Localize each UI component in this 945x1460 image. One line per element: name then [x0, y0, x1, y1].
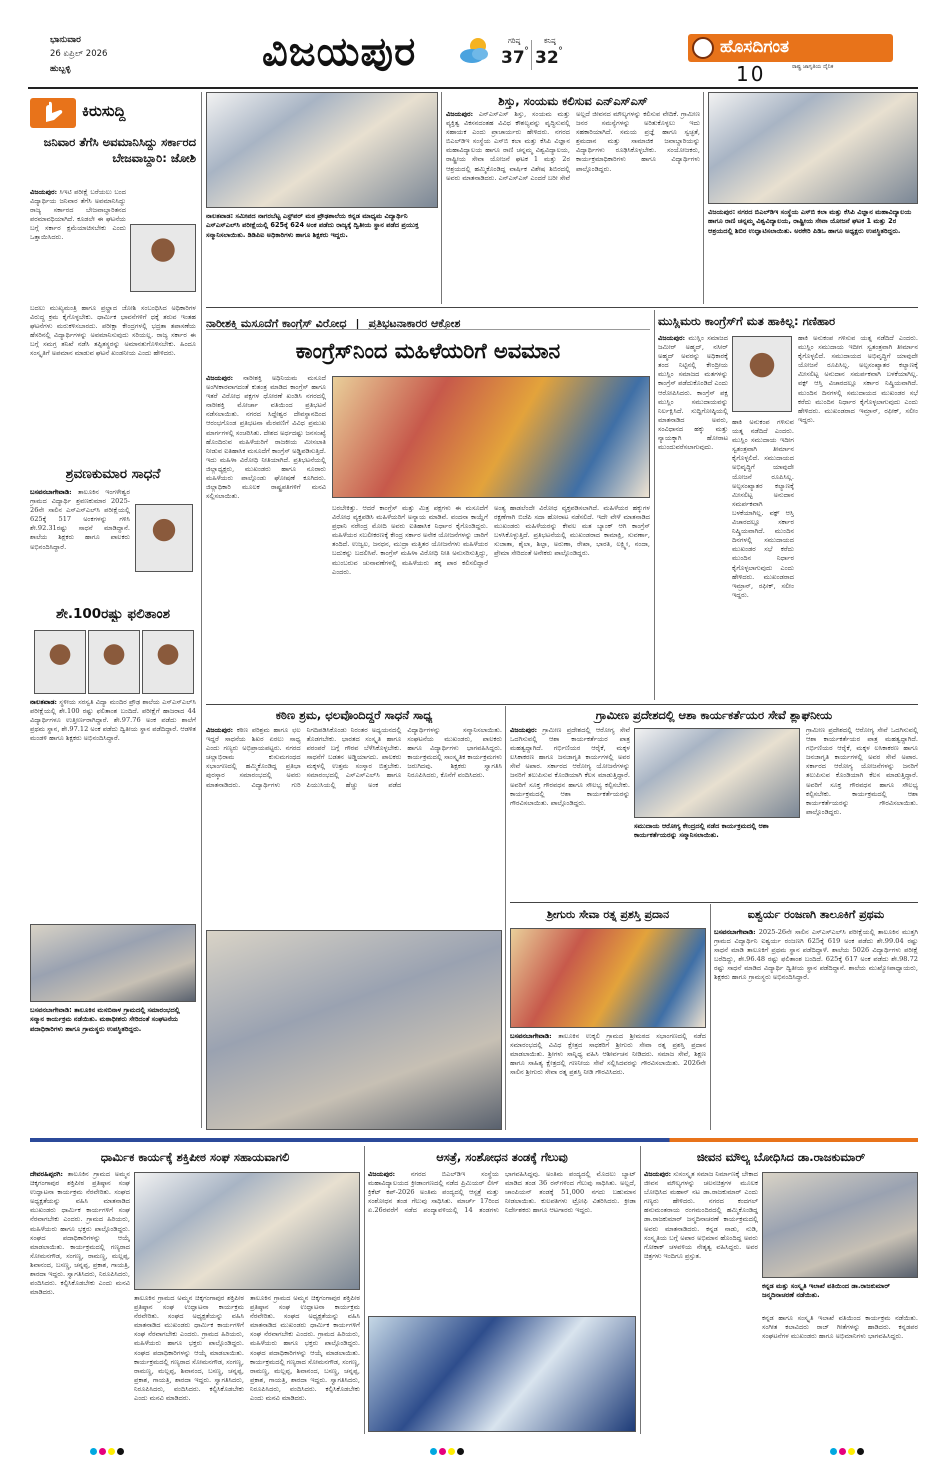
max-temp-deg: °: [524, 46, 529, 57]
asatre-photo: [368, 1316, 636, 1432]
col-separator-6: [710, 904, 711, 1130]
shravan-dateline: ಬಸವನಬಾಗೇವಾಡಿ:: [30, 488, 72, 496]
section-color-rule: [30, 1138, 918, 1142]
brand-name: ಹೊಸದಿಗಂತ: [720, 37, 790, 57]
asha-body2: ಗ್ರಾಮೀಣ ಪ್ರದೇಶದಲ್ಲಿ ಆರೋಗ್ಯ ಸೇವೆ ಒದಗಿಸುವಲ್ಲಿ ಆಶಾ ಕಾರ್ಯಕರ್ತೆಯರ ಪಾತ್ರ ಮಹತ್ವದ್ದಾಗಿದೆ. ಗರ್ಭಿಣಿಯರ ಆರೈಕೆ, ಮಕ್ಕಳ ಲಸಿಕಾಕರಣ ಹಾಗೂ ಜನಜಾಗೃತಿ ಕಾರ್ಯಗಳಲ್ಲಿ ಅವರ ಸೇವೆ ಅಪಾರ. ಸರ್ಕಾರದ ಆರೋಗ್ಯ ಯೋಜನೆಗಳನ್ನು ಜನರಿಗೆ ತಲುಪಿಸುವ ಕೊಂಡಿಯಾಗಿ ಕೆಲಸ ಮಾಡುತ್ತಿದ್ದಾರೆ. ಅವರಿಗೆ ಸೂಕ್ತ ಗೌರವಧನ ಹಾಗೂ ಸೌಲಭ್ಯ ಕಲ್ಪಿಸಬೇಕು. ಕಾರ್ಯಕ್ರಮದಲ್ಲಿ ಆಶಾ ಕಾರ್ಯಕರ್ತೆಯರನ್ನು ಗೌರವಿಸಲಾಯಿತು. ಪಾಲ್ಗೊಂಡಿದ್ದರು.: [806, 726, 918, 816]
kirusuddi-label: ಕಿರುಸುದ್ದಿ: [82, 102, 126, 120]
rajkumar-body1: [644, 1170, 758, 1432]
issue-date: 26 ಏಪ್ರಿಲ್ 2026: [50, 49, 108, 59]
left-event-photo: [30, 924, 196, 1002]
kirusuddi-tag: [30, 98, 196, 128]
col-separator-2: [441, 92, 442, 304]
weather-icon: [458, 34, 492, 68]
asha-text: ಗ್ರಾಮೀಣ ಪ್ರದೇಶದಲ್ಲಿ ಆರೋಗ್ಯ ಸೇವೆ ಒದಗಿಸುವಲ್ಲಿ ಆಶಾ ಕಾರ್ಯಕರ್ತೆಯರ ಪಾತ್ರ ಮಹತ್ವದ್ದಾಗಿದೆ. ಗರ್ಭಿಣಿಯರ ಆರೈಕೆ, ಮಕ್ಕಳ ಲಸಿಕಾಕರಣ ಹಾಗೂ ಜನಜಾಗೃತಿ ಕಾರ್ಯಗಳಲ್ಲಿ ಅವರ ಸೇವೆ ಅಪಾರ. ಸರ್ಕಾರದ ಆರೋಗ್ಯ ಯೋಜನೆಗಳನ್ನು ಜನರಿಗೆ ತಲುಪಿಸುವ ಕೊಂಡಿಯಾಗಿ ಕೆಲಸ ಮಾಡುತ್ತಿದ್ದಾರೆ. ಅವರಿಗೆ ಸೂಕ್ತ ಗೌರವಧನ ಹಾಗೂ ಸೌಲಭ್ಯ ಕಲ್ಪಿಸಬೇಕು. ಕಾರ್ಯಕ್ರಮದಲ್ಲಿ ಆಶಾ ಕಾರ್ಯಕರ್ತೆಯರನ್ನು ಗೌರವಿಸಲಾಯಿತು. ಪಾಲ್ಗೊಂಡಿದ್ದರು.: [510, 726, 630, 807]
result100-body: [30, 698, 196, 916]
lead-col2: ಬರಬೇಕಿತ್ತು. ಆದರೆ ಕಾಂಗ್ರೆಸ್ ಮತ್ತು ಮಿತ್ರ ಪಕ್ಷಗಳು ಈ ಮಸೂದೆಗೆ ವಿರೋಧ ವ್ಯಕ್ತಪಡಿಸಿ ಮಹಿಳೆಯರಿಗೆ ಅನ್ಯಾಯ ಮಾಡಿವೆ. ವಂದನಾ ಕಾಯ್ದೆಗೆ ಪ್ರಧಾನಿ ನರೇಂದ್ರ ಮೋದಿ ಅವರು ಐತಿಹಾಸಿಕ ನಿರ್ಧಾರ ಕೈಗೊಂಡಿದ್ದರು. ಮಹಿಳೆಯರ ಸಬಲೀಕರಣಕ್ಕೆ ಕೇಂದ್ರ ಸರ್ಕಾರ ಅನೇಕ ಯೋಜನೆಗಳನ್ನು ಜಾರಿಗೆ ತಂದಿದೆ. ಉಜ್ವಲ, ಜನಧನ, ಮುದ್ರಾ ಮತ್ತಿತರ ಯೋಜನೆಗಳು ಮಹಿಳೆಯರ ಬದುಕನ್ನು ಬದಲಿಸಿವೆ. ಕಾಂಗ್ರೆಸ್ ಮಹಿಳಾ ವಿರೋಧಿ ನೀತಿ ಅನುಸರಿಸುತ್ತಿದ್ದು, ಮುಂಬರುವ ಚುನಾವಣೆಗಳಲ್ಲಿ ಮಹಿಳೆಯರು ತಕ್ಕ ಪಾಠ ಕಲಿಸಲಿದ್ದಾರೆ ಎಂದರು.: [332, 504, 488, 576]
lead-kicker-right: ಪ್ರತಿಭಟನಾಕಾರರ ಆಕ್ರೋಶ: [368, 317, 461, 330]
asha-dateline: ವಿಜಯಪುರ:: [510, 726, 538, 734]
asatre-body: [368, 1170, 636, 1312]
top-photo-1-caption: ನಾಲತವಾಡ: ಸಮೀಪದ ನಾಗರಬೆಟ್ಟ ಎಸ್ಟ್‌ಪರ್ ಮಠ ಪ್ರೌಢಶಾಲೆಯ ಕನ್ನಡ ಮಾಧ್ಯಮ ವಿದ್ಯಾರ್ಥಿನಿ ಎಸ್ಎಸ್ಎಲ್‌ಸಿ ಪರೀಕ್ಷೆಯಲ್ಲಿ 625ಕ್ಕೆ 624 ಅಂಕ ಪಡೆದು ರಾಜ್ಯಕ್ಕೆ ದ್ವಿತೀಯ ಸ್ಥಾನ ಪಡೆದ ಪ್ರಯುಕ್ತ ಸನ್ಮಾನಿಸಲಾಯಿತು. ಡಿಡಿಪಿಐ ಅಧಿಕಾರಿಗಳು ಹಾಗೂ ಶಿಕ್ಷಕರು ಇದ್ದರು.: [206, 212, 419, 239]
shravan-headline: ಶ್ರವಣಕುಮಾರ ಸಾಧನೆ: [65, 466, 161, 482]
min-temp-value: 32: [535, 48, 559, 68]
shravan-text: ತಾಲೂಕಿನ ಇಂಗಳೇಶ್ವರ ಗ್ರಾಮದ ವಿದ್ಯಾರ್ಥಿ ಶ್ರವಣಕುಮಾರ 2025-26ನೇ ಸಾಲಿನ ಎಸ್‌ಎಸ್‌ಎಲ್‌ಸಿ ಪರೀಕ್ಷೆಯಲ್ಲಿ 625ಕ್ಕೆ 517 ಅಂಕಗಳನ್ನು ಗಳಿಸಿ ಶೇ.92.31ರಷ್ಟು ಸಾಧನೆ ಮಾಡಿದ್ದಾನೆ. ಶಾಲೆಯ ಶಿಕ್ಷಕರು ಹಾಗೂ ಪಾಲಕರು ಅಭಿನಂದಿಸಿದ್ದಾರೆ.: [30, 488, 130, 551]
issue-day: ಭಾನುವಾರ: [50, 35, 81, 45]
hand-icon: [30, 98, 76, 128]
col-separator-3: [703, 92, 704, 304]
row-rule-1: [206, 307, 918, 308]
issue-city: ಹುಬ್ಬಳ್ಳಿ: [50, 64, 71, 74]
kirusuddi-text1: ಸಿಇಟಿ ಪರೀಕ್ಷೆ ಬರೆಯಲು ಬಂದ ವಿದ್ಯಾರ್ಥಿಯ ಜನಿವಾರ ತೆಗೆಸಿ ಅವಮಾನಿಸಿದ್ದು ರಾಜ್ಯ ಸರ್ಕಾರದ ಬೇಜವಾಬ್ದಾರಿತನದ ಪರಮಾವಧಿಯಾಗಿದೆ. ಕೂಡಲೇ ಈ ಘಟನೆಯ ಬಗ್ಗೆ ಸರ್ಕಾರ ಕ್ಷಮೆಯಾಚಿಸಬೇಕು ಎಂದು ಒತ್ತಾಯಿಸಿದರು.: [30, 188, 126, 242]
col-separator-1: [201, 92, 202, 1128]
srigurur-dateline: ಬಸವನಬಾಗೇವಾಡಿ:: [510, 1032, 552, 1040]
brand-banner: [688, 34, 893, 62]
shravan-body: [30, 488, 130, 598]
top-photo-1: [206, 92, 438, 208]
hardwork-headline: ಕಠಿಣ ಶ್ರಮ, ಛಲವೊಂದಿದ್ದರೆ ಸಾಧನೆ ಸಾಧ್ಯ: [275, 708, 433, 722]
muslim-photo: [732, 336, 792, 412]
muslim-body1b: ಹಾಕಿ ಅನುಕಂಪ ಗಳಿಸುವ ಯತ್ನ ನಡೆದಿದೆ ಎಂದರು. ಮುಸ್ಲಿಂ ಸಮುದಾಯ ಇದೀಗ ಸ್ವತಂತ್ರವಾಗಿ ತೀರ್ಮಾನ ಕೈಗೊಳ್ಳಲಿದೆ. ಸಮುದಾಯದ ಅಭಿವೃದ್ಧಿಗೆ ಯಾವುದೇ ಯೋಜನೆ ರೂಪಿಸಿಲ್ಲ. ಅಲ್ಪಸಂಖ್ಯಾತರ ಕಲ್ಯಾಣಕ್ಕೆ ಮೀಸಲಿಟ್ಟ ಅನುದಾನ ಸಮರ್ಪಕವಾಗಿ ಬಳಕೆಯಾಗಿಲ್ಲ. ವಕ್ಫ್ ಆಸ್ತಿ ವಿಚಾರದಲ್ಲೂ ಸರ್ಕಾರ ನಿಷ್ಕ್ರಿಯವಾಗಿದೆ. ಮುಂದಿನ ದಿನಗಳಲ್ಲಿ ಸಮುದಾಯದ ಮುಖಂಡರ ಸಭೆ ಕರೆದು ಮುಂದಿನ ನಿರ್ಧಾರ ಕೈಗೊಳ್ಳಲಾಗುವುದು ಎಂದು ಹೇಳಿದರು. ಮುಖಂಡರಾದ ಇಮ್ರಾನ್, ರಫೀಕ್, ಸಲೀಂ ಇದ್ದರು.: [732, 418, 794, 599]
aishwarya-body: [714, 928, 918, 1130]
asatre-text: ನಗರದ ಬಿಎಲ್‌ಡಿಇ ಸಂಸ್ಥೆಯ ಮಹಾವಿದ್ಯಾಲಯದ ಕ್ರೀಡಾಂಗಣದಲ್ಲಿ ನಡೆದ ಪ್ರಿಮಿಯರ್ ಲೀಗ್ ಕ್ರಿಕೆಟ್ ಕಪ್-2026 ಅಂತಿಮ ಪಂದ್ಯದಲ್ಲಿ ಆಸ್ಪತ್ರೆ ಮತ್ತು ಸಂಶೋಧನ ತಂಡ ಗೆಲುವು ಸಾಧಿಸಿತು. ಮಾರ್ಚ್ 17ರಿಂದ ಏ.26ರವರೆಗೆ ನಡೆದ ಪಂದ್ಯಾವಳಿಯಲ್ಲಿ 14 ತಂಡಗಳು ಭಾಗವಹಿಸಿದ್ದವು. ಅಂತಿಮ ಪಂದ್ಯದಲ್ಲಿ ಮೊದಲು ಬ್ಯಾಟ್ ಮಾಡಿದ ತಂಡ 36 ರನ್‌ಗಳಿಂದ ಗೆಲುವು ಸಾಧಿಸಿತು. ಅಲ್ಲದೆ, ಚಾಂಪಿಯನ್ ತಂಡಕ್ಕೆ 51,000 ನಗದು ಬಹುಮಾನ ನೀಡಲಾಯಿತು. ಕುಲಪತಿಗಳು ಟ್ರೋಫಿ ವಿತರಿಸಿದರು. ಕ್ರೀಡಾ ನಿರ್ದೇಶಕರು ಹಾಗೂ ಆಟಗಾರರು ಇದ್ದರು.: [368, 1170, 636, 1215]
registration-dots-center: [430, 1440, 466, 1459]
muslim-text1: ಮುಸ್ಲಿಂ ಸಮಾಜದ ಜಮೀರ್ ಅಹ್ಮದ್, ನಸೀರ್ ಅಹ್ಮದ್ ಅವರನ್ನು ಅಧಿಕಾರಕ್ಕೆ ತಂದ ನಿಟ್ಟಿನಲ್ಲಿ ಕೇಂದ್ರೀಯ ಮುಸ್ಲಿಂ ಸಮಾಜದ ಮತಗಳನ್ನು ಕಾಂಗ್ರೆಸ್ ಪಡೆದುಕೊಂಡಿದೆ ಎಂದು ಆರೋಪಿಸಿದರು. ಕಾಂಗ್ರೆಸ್ ಪಕ್ಷ ಮುಸ್ಲಿಂ ಸಮುದಾಯವನ್ನು ನಿರ್ಲಕ್ಷಿಸಿದೆ. ಸುದ್ದಿಗೋಷ್ಠಿಯಲ್ಲಿ ಮಾತನಾಡಿದ ಅವರು, ಸಂವಿಧಾನದ ಹಕ್ಕು ಮತ್ತು ನ್ಯಾಯಕ್ಕಾಗಿ ಹೋರಾಟ ಮುಂದುವರೆಸಲಾಗುವುದು.: [658, 334, 728, 452]
dharmik-headline: ಧಾರ್ಮಿಕ ಕಾರ್ಯಕ್ಕೆ ಶಕ್ತಿಪೀಠ ಸಂಘ ಸಹಾಯವಾಗಲಿ: [100, 1150, 290, 1164]
max-temp-label: ಗರಿಷ್ಠ: [508, 37, 521, 45]
aishwarya-text: 2025-26ನೇ ಸಾಲಿನ ಎಸ್‌ಎಸ್‌ಎಲ್‌ಸಿ ಪರೀಕ್ಷೆಯಲ್ಲಿ ತಾಲೂಕಿನ ಮುತ್ತಗಿ ಗ್ರಾಮದ ವಿದ್ಯಾರ್ಥಿನಿ ಐಶ್ವರ್ಯ ರಂಜಣಗಿ 625ಕ್ಕೆ 619 ಅಂಕ ಪಡೆದು ಶೇ.99.04 ರಷ್ಟು ಸಾಧನೆ ಮಾಡಿ ತಾಲೂಕಿಗೆ ಪ್ರಥಮ ಸ್ಥಾನ ಪಡೆದಿದ್ದಾಳೆ. ಶಾಲೆಯ 5026 ವಿದ್ಯಾರ್ಥಿಗಳು ಪರೀಕ್ಷೆ ಬರೆದಿದ್ದು, ಶೇ.96.48 ರಷ್ಟು ಫಲಿತಾಂಶ ಬಂದಿದೆ. 625ಕ್ಕೆ 617 ಅಂಕ ಪಡೆದು ಶೇ.98.72 ರಷ್ಟು ಸಾಧನೆ ಮಾಡಿದ ವಿದ್ಯಾರ್ಥಿ ದ್ವಿತೀಯ ಸ್ಥಾನ ಪಡೆದಿದ್ದಾನೆ. ಶಾಲೆಯ ಮುಖ್ಯೋಪಾಧ್ಯಾಯರು, ಶಿಕ್ಷಕರು ಹಾಗೂ ಗ್ರಾಮಸ್ಥರು ಅಭಿನಂದಿಸಿದ್ದಾರೆ.: [714, 928, 918, 982]
min-temp-deg: °: [558, 46, 563, 57]
kirusuddi-body: [30, 188, 126, 302]
col-separator-8: [640, 1146, 641, 1434]
registration-dots-left: [90, 1440, 126, 1459]
row-rule-2: [206, 704, 918, 705]
page-number: 10: [736, 62, 766, 86]
rajkumar-dateline: ವಿಜಯಪುರ:: [644, 1170, 672, 1178]
nss-dateline: ವಿಜಯಪುರ:: [446, 110, 474, 118]
dharmik-col2: ತಾಲೂಕಿನ ಗ್ರಾಮದ ಅಮ್ಮನ ಚಿಕ್ಕಗಂಗಾಪುರ ಶಕ್ತಿಪೀಠ ಪ್ರತಿಷ್ಠಾನ ಸಂಘ ಉದ್ಘಾಟನಾ ಕಾರ್ಯಕ್ರಮ ನೆರವೇರಿತು. ಸಂಘದ ಅಧ್ಯಕ್ಷತೆಯನ್ನು ವಹಿಸಿ ಮಾತನಾಡಿದ ಮುಖಂಡರು ಧಾರ್ಮಿಕ ಕಾರ್ಯಗಳಿಗೆ ಸಂಘ ನೆರವಾಗಬೇಕು ಎಂದರು. ಗ್ರಾಮದ ಹಿರಿಯರು, ಮಹಿಳೆಯರು ಹಾಗೂ ಭಕ್ತರು ಪಾಲ್ಗೊಂಡಿದ್ದರು. ಸಂಘದ ಪದಾಧಿಕಾರಿಗಳನ್ನು ಆಯ್ಕೆ ಮಾಡಲಾಯಿತು. ಕಾರ್ಯಕ್ರಮದಲ್ಲಿ ಗಣ್ಯರಾದ ಸೋಮನಗೌಡ, ಸಂಗಣ್ಣ, ರಾಮಣ್ಣ, ಮಲ್ಲಪ್ಪ, ಶಿವಾನಂದ, ಬಸಣ್ಣ, ಚನ್ನಪ್ಪ, ಪ್ರಕಾಶ, ಗಾಯತ್ರಿ, ಶಾರದಾ ಇದ್ದರು. ಸ್ವಾಗತಿಸಿದರು, ನಿರೂಪಿಸಿದರು, ವಂದಿಸಿದರು. ಕಲ್ಪಿಸಿಕೊಡಬೇಕು ಎಂದು ಮನವಿ ಮಾಡಿದರು.: [134, 1294, 244, 1403]
asha-caption: ಸಮುದಾಯ ಆರೋಗ್ಯ ಕೇಂದ್ರದಲ್ಲಿ ನಡೆದ ಕಾರ್ಯಕ್ರಮದಲ್ಲಿ ಆಶಾ ಕಾರ್ಯಕರ್ತೆಯರನ್ನು ಸನ್ಮಾನಿಸಲಾಯಿತು.: [634, 822, 769, 840]
lead-headline: ಕಾಂಗ್ರೆಸ್‌ನಿಂದ ಮಹಿಳೆಯರಿಗೆ ಅವಮಾನ: [295, 339, 561, 363]
masthead: [0, 0, 945, 88]
result100-headline: ಶೇ.100ರಷ್ಟು ಫಲಿತಾಂಶ: [56, 606, 170, 622]
left-event-caption: ಬಸವನಬಾಗೇವಾಡಿ: ತಾಲೂಕಿನ ಮಸಬಿನಾಳ ಗ್ರಾಮದಲ್ಲಿ ಸಮಾರಂಭದಲ್ಲಿ ಸನ್ಮಾನ ಕಾರ್ಯಕ್ರಮ ನಡೆಯಿತು. ಮಠಾಧೀಶರು ಸೇರಿದಂತೆ ಸಂಘಟನೆಯ ಪದಾಧಿಕಾರಿಗಳು ಹಾಗೂ ಗ್ರಾಮಸ್ಥರು ಉಪಸ್ಥಿತರಿದ್ದರು.: [30, 1006, 180, 1033]
edition-title: ವಿಜಯಪುರ: [262, 29, 417, 75]
dharmik-col1: [30, 1170, 130, 1432]
hardwork-text: ಕಠಿಣ ಪರಿಶ್ರಮ ಹಾಗೂ ಛಲ ಇದ್ದರೆ ಸಾಧನೆಯ ಶಿಖರ ಏರಲು ಸಾಧ್ಯ ಎಂದು ಗಣ್ಯರು ಅಭಿಪ್ರಾಯಪಟ್ಟರು. ನಗರದ ಚಲ್ಲಾಭಿರಾಮ ಕುಸುಮಗಂಧದ ಸಭಾಂಗಣದಲ್ಲಿ ಹಮ್ಮಿಕೊಂಡಿದ್ದ ಪ್ರತಿಭಾ ಪುರಸ್ಕಾರ ಸಮಾರಂಭದಲ್ಲಿ ಅವರು ಮಾತನಾಡಿದರು. ವಿದ್ಯಾರ್ಥಿಗಳು ಗುರಿ ನಿಗದಿಪಡಿಸಿಕೊಂಡು ನಿರಂತರ ಅಧ್ಯಯನದಲ್ಲಿ ತೊಡಗಬೇಕು. ಭಾರತದ ಸಂಸ್ಕೃತಿ ಹಾಗೂ ಪರಂಪರೆ ಬಗ್ಗೆ ಗೌರವ ಬೆಳೆಸಿಕೊಳ್ಳಬೇಕು. ಸಾಧನೆಗೆ ಬಡತನ ಅಡ್ಡಿಯಾಗದು. ಪಾಲಕರು ಮಕ್ಕಳಲ್ಲಿ ಉತ್ತಮ ಸಂಸ್ಕಾರ ಬಿತ್ತಬೇಕು. ಸಮಾರಂಭದಲ್ಲಿ ಎಸ್‌ಎಸ್‌ಎಲ್‌ಸಿ ಹಾಗೂ ಪಿಯುಸಿಯಲ್ಲಿ ಹೆಚ್ಚು ಅಂಕ ಪಡೆದ ವಿದ್ಯಾರ್ಥಿಗಳನ್ನು ಸನ್ಮಾನಿಸಲಾಯಿತು. ಸಂಘಟನೆಯ ಮುಖಂಡರು, ಪಾಲಕರು ಹಾಗೂ ವಿದ್ಯಾರ್ಥಿಗಳು ಭಾಗವಹಿಸಿದ್ದರು. ಕಾರ್ಯಕ್ರಮದಲ್ಲಿ ಸಾಂಸ್ಕೃತಿಕ ಕಾರ್ಯಕ್ರಮಗಳು ಜರುಗಿದವು. ಶಿಕ್ಷಕರು ಸ್ವಾಗತಿಸಿ ನಿರೂಪಿಸಿದರು, ಕೊನೆಗೆ ವಂದಿಸಿದರು.: [206, 726, 502, 789]
nss-body: [446, 110, 700, 304]
student-photo-2: [88, 630, 140, 694]
aishwarya-dateline: ಬಸವನಬಾಗೇವಾಡಿ:: [714, 928, 756, 936]
col-separator-5: [505, 706, 506, 1130]
kirusuddi-photo: [130, 224, 196, 292]
top-photo-3-caption: ವಿಜಯಪುರ: ನಗರದ ಬಿಎಲ್‌ಡಿಇ ಸಂಸ್ಥೆಯ ಎಸ್‌ಬಿ ಕಲಾ ಮತ್ತು ಕೆಸಿಪಿ ವಿಜ್ಞಾನ ಮಹಾವಿದ್ಯಾಲಯ ಹಾಗೂ ರಾಣಿ ಚನ್ನಮ್ಮ ವಿಶ್ವವಿದ್ಯಾಲಯ, ರಾಷ್ಟ್ರೀಯ ಸೇವಾ ಯೋಜನೆ ಘಟಕ 1 ಮತ್ತು 2ರ ಆಶ್ರಯದಲ್ಲಿ ಶಿಬಿರ ಉದ್ಘಾಟಿಸಲಾಯಿತು. ಅರಕೇರಿ ಪಿಡಿಒ ಹಾಗೂ ಅಧ್ಯಕ್ಷರು ಉಪಸ್ಥಿತರಿದ್ದರು.: [708, 208, 912, 235]
hardwork-photo: [206, 930, 502, 1130]
min-temp-label: ಕನಿಷ್ಠ: [544, 37, 556, 45]
hardwork-body: [206, 726, 502, 926]
hardwork-dateline: ವಿಜಯಪುರ:: [206, 726, 234, 734]
muslim-dateline: ವಿಜಯಪುರ:: [658, 334, 686, 342]
masthead-rule: [28, 87, 918, 89]
srigurur-headline: ಶ್ರೀಗುರು ಸೇವಾ ರತ್ನ ಪ್ರಶಸ್ತಿ ಪ್ರದಾನ: [546, 908, 670, 921]
dharmik-text: ತಾಲೂಕಿನ ಗ್ರಾಮದ ಅಮ್ಮನ ಚಿಕ್ಕಗಂಗಾಪುರ ಶಕ್ತಿಪೀಠ ಪ್ರತಿಷ್ಠಾನ ಸಂಘ ಉದ್ಘಾಟನಾ ಕಾರ್ಯಕ್ರಮ ನೆರವೇರಿತು. ಸಂಘದ ಅಧ್ಯಕ್ಷತೆಯನ್ನು ವಹಿಸಿ ಮಾತನಾಡಿದ ಮುಖಂಡರು ಧಾರ್ಮಿಕ ಕಾರ್ಯಗಳಿಗೆ ಸಂಘ ನೆರವಾಗಬೇಕು ಎಂದರು. ಗ್ರಾಮದ ಹಿರಿಯರು, ಮಹಿಳೆಯರು ಹಾಗೂ ಭಕ್ತರು ಪಾಲ್ಗೊಂಡಿದ್ದರು. ಸಂಘದ ಪದಾಧಿಕಾರಿಗಳನ್ನು ಆಯ್ಕೆ ಮಾಡಲಾಯಿತು. ಕಾರ್ಯಕ್ರಮದಲ್ಲಿ ಗಣ್ಯರಾದ ಸೋಮನಗೌಡ, ಸಂಗಣ್ಣ, ರಾಮಣ್ಣ, ಮಲ್ಲಪ್ಪ, ಶಿವಾನಂದ, ಬಸಣ್ಣ, ಚನ್ನಪ್ಪ, ಪ್ರಕಾಶ, ಗಾಯತ್ರಿ, ಶಾರದಾ ಇದ್ದರು. ಸ್ವಾಗತಿಸಿದರು, ನಿರೂಪಿಸಿದರು, ವಂದಿಸಿದರು. ಕಲ್ಪಿಸಿಕೊಡಬೇಕು ಎಂದು ಮನವಿ ಮಾಡಿದರು.: [30, 1170, 130, 1297]
top-photo-3: [708, 92, 918, 204]
srigurur-text: ತಾಲೂಕಿನ ಉಕ್ಕಲಿ ಗ್ರಾಮದ ಶ್ರೀಮಠದ ಸಭಾಂಗಣದಲ್ಲಿ ನಡೆದ ಸಮಾರಂಭದಲ್ಲಿ ವಿವಿಧ ಕ್ಷೇತ್ರದ ಸಾಧಕರಿಗೆ ಶ್ರೀಗುರು ಸೇವಾ ರತ್ನ ಪ್ರಶಸ್ತಿ ಪ್ರದಾನ ಮಾಡಲಾಯಿತು. ಶ್ರೀಗಳು ಸಾನ್ನಿಧ್ಯ ವಹಿಸಿ ಆಶೀರ್ವಚನ ನೀಡಿದರು. ಸಮಾಜ ಸೇವೆ, ಶಿಕ್ಷಣ ಹಾಗೂ ಸಾಹಿತ್ಯ ಕ್ಷೇತ್ರದಲ್ಲಿ ಗಣನೀಯ ಸೇವೆ ಸಲ್ಲಿಸಿದವರನ್ನು ಗೌರವಿಸಲಾಯಿತು. 2026ನೇ ಸಾಲಿನ ಶ್ರೀಗುರು ಸೇವಾ ರತ್ನ ಪ್ರಶಸ್ತಿ ನೀಡಿ ಗೌರವಿಸಿದರು.: [510, 1032, 706, 1077]
kirusuddi-dateline: ವಿಜಯಪುರ:: [30, 188, 58, 196]
row-rule-3: [510, 902, 918, 903]
col-separator-4: [654, 310, 655, 700]
result100-text: ಸ್ಥಳೀಯ ಸರಸ್ವತಿ ವಿದ್ಯಾ ಮಂದಿರ ಪ್ರೌಢ ಶಾಲೆಯ ಎಸ್‌ಎಸ್‌ಎಲ್‌ಸಿ ಪರೀಕ್ಷೆಯಲ್ಲಿ ಶೇ.100 ರಷ್ಟು ಫಲಿತಾಂಶ ಬಂದಿದೆ. ಪರೀಕ್ಷೆಗೆ ಹಾಜರಾದ 44 ವಿದ್ಯಾರ್ಥಿಗಳೂ ಉತ್ತೀರ್ಣರಾಗಿದ್ದಾರೆ. ಶೇ.97.76 ಅಂಕ ಪಡೆದು ಶಾಲೆಗೆ ಪ್ರಥಮ ಸ್ಥಾನ, ಶೇ.97.12 ಅಂಕ ಪಡೆದು ದ್ವಿತೀಯ ಸ್ಥಾನ ಪಡೆದಿದ್ದಾರೆ. ಆಡಳಿತ ಮಂಡಳಿ ಹಾಗೂ ಶಿಕ್ಷಕರು ಅಭಿನಂದಿಸಿದ್ದಾರೆ.: [30, 698, 196, 743]
asatre-headline: ಆಸತ್ರೆ, ಸಂಶೋಧನ ತಂಡಕ್ಕೆ ಗೆಲುವು: [436, 1150, 568, 1164]
srigurur-body: [510, 1032, 706, 1130]
muslim-body2: ಹಾಕಿ ಅನುಕಂಪ ಗಳಿಸುವ ಯತ್ನ ನಡೆದಿದೆ ಎಂದರು. ಮುಸ್ಲಿಂ ಸಮುದಾಯ ಇದೀಗ ಸ್ವತಂತ್ರವಾಗಿ ತೀರ್ಮಾನ ಕೈಗೊಳ್ಳಲಿದೆ. ಸಮುದಾಯದ ಅಭಿವೃದ್ಧಿಗೆ ಯಾವುದೇ ಯೋಜನೆ ರೂಪಿಸಿಲ್ಲ. ಅಲ್ಪಸಂಖ್ಯಾತರ ಕಲ್ಯಾಣಕ್ಕೆ ಮೀಸಲಿಟ್ಟ ಅನುದಾನ ಸಮರ್ಪಕವಾಗಿ ಬಳಕೆಯಾಗಿಲ್ಲ. ವಕ್ಫ್ ಆಸ್ತಿ ವಿಚಾರದಲ್ಲೂ ಸರ್ಕಾರ ನಿಷ್ಕ್ರಿಯವಾಗಿದೆ. ಮುಂದಿನ ದಿನಗಳಲ್ಲಿ ಸಮುದಾಯದ ಮುಖಂಡರ ಸಭೆ ಕರೆದು ಮುಂದಿನ ನಿರ್ಧಾರ ಕೈಗೊಳ್ಳಲಾಗುವುದು ಎಂದು ಹೇಳಿದರು. ಮುಖಂಡರಾದ ಇಮ್ರಾನ್, ರಫೀಕ್, ಸಲೀಂ ಇದ್ದರು.: [798, 334, 918, 424]
lead-col3: ಅಂತ್ಯ ಹಾಡಲೆಂದೇ ವಿರೋಧ ವ್ಯಕ್ತಪಡಿಸಲಾಗಿದೆ. ಮಹಿಳೆಯರ ಹಕ್ಕುಗಳ ರಕ್ಷಣೆಗಾಗಿ ಬಿಜೆಪಿ ಸದಾ ಹೋರಾಟ ನಡೆಸಲಿದೆ. ಇದೇ ವೇಳೆ ಮಾತನಾಡಿದ ಮುಖಂಡರು ಮಹಿಳೆಯರನ್ನು ಕೇವಲ ಮತ ಬ್ಯಾಂಕ್ ಆಗಿ ಕಾಂಗ್ರೆಸ್ ಬಳಸಿಕೊಳ್ಳುತ್ತಿದೆ. ಪ್ರತಿಭಟನೆಯಲ್ಲಿ ಮುಖಂಡರಾದ ಕಾಮಾಕ್ಷಿ, ಸುವರ್ಣಾ, ಸುಜಾತಾ, ಶೈಲಾ, ಶಿಲ್ಪಾ, ಅರುಣಾ, ರೇಖಾ, ಭಾರತಿ, ಲಕ್ಷ್ಮೀ, ನಂದಾ, ಪ್ರೇಮಾ ಸೇರಿದಂತೆ ಅನೇಕರು ಪಾಲ್ಗೊಂಡಿದ್ದರು.: [494, 504, 650, 558]
lead-kicker-sep: |: [355, 317, 360, 330]
asha-photo: [634, 728, 800, 818]
registration-dots-right: [830, 1440, 866, 1459]
muslim-body1: [658, 334, 728, 546]
lead-kicker: [206, 312, 650, 330]
brand-logo-icon: [692, 37, 714, 59]
dharmik-photo: [134, 1172, 360, 1290]
lead-col1-text: ನಾರೀಶಕ್ತಿ ಅಧಿನಿಯಮ ಮಸೂದೆ ಅಂಗೀಕಾರವಾಗದಂತೆ ಕುತಂತ್ರ ಮಾಡಿದ ಕಾಂಗ್ರೆಸ್ ಹಾಗೂ ಇತರೆ ವಿರೋಧ ಪಕ್ಷಗಳ ಧೋರಣೆ ಖಂಡಿಸಿ ನಗರದಲ್ಲಿ ನಾರೀಶಕ್ತಿ ಮೋರ್ಚಾ ವತಿಯಿಂದ ಪ್ರತಿಭಟನೆ ನಡೆಸಲಾಯಿತು. ನಗರದ ಸಿದ್ದೇಶ್ವರ ದೇವಸ್ಥಾನದಿಂದ ಆರಂಭಗೊಂಡ ಪ್ರತಿಭಟನಾ ಮೆರವಣಿಗೆ ವಿವಿಧ ಪ್ರಮುಖ ಮಾರ್ಗಗಳಲ್ಲಿ ಸಂಚರಿಸಿತು. ದೇಶದ ಅರ್ಧದಷ್ಟು ಜನಸಂಖ್ಯೆ ಹೊಂದಿರುವ ಮಹಿಳೆಯರಿಗೆ ರಾಜಕೀಯ ಮೀಸಲಾತಿ ನೀಡುವ ಐತಿಹಾಸಿಕ ಮಸೂದೆಗೆ ಕಾಂಗ್ರೆಸ್ ಅಡ್ಡಿಪಡಿಸುತ್ತಿದೆ. ಇದು ಮಹಿಳಾ ವಿರೋಧಿ ನೀತಿಯಾಗಿದೆ. ಪ್ರತಿಭಟನೆಯಲ್ಲಿ ಜಿಲ್ಲಾಧ್ಯಕ್ಷರು, ಮುಖಂಡರು ಹಾಗೂ ನೂರಾರು ಮಹಿಳೆಯರು ಪಾಲ್ಗೊಂಡು ಘೋಷಣೆ ಕೂಗಿದರು. ಜಿಲ್ಲಾಧಿಕಾರಿ ಮೂಲಕ ರಾಷ್ಟ್ರಪತಿಗಳಿಗೆ ಮನವಿ ಸಲ್ಲಿಸಲಾಯಿತು.: [206, 374, 326, 501]
student-photo-1: [34, 630, 86, 694]
shravan-photo: [135, 504, 193, 572]
lead-dateline: ವಿಜಯಪುರ:: [206, 374, 234, 382]
max-temp-value: 37: [501, 48, 525, 68]
asha-body: [510, 726, 630, 896]
rajkumar-caption: ಕನ್ನಡ ಮತ್ತು ಸಂಸ್ಕೃತಿ ಇಲಾಖೆ ವತಿಯಿಂದ ಡಾ.ರಾಜಕುಮಾರ್ ಜನ್ಮದಿನಾಚರಣೆ ನಡೆಯಿತು.: [762, 1282, 890, 1300]
aishwarya-headline: ಐಶ್ವರ್ಯ ರಂಜಣಗಿ ತಾಲೂಕಿಗೆ ಪ್ರಥಮ: [747, 908, 885, 921]
rajkumar-text1: ಸುಸಂಸ್ಕೃತ ಸಮಾಜ ನಿರ್ಮಾಣಕ್ಕೆ ಬೇಕಾದ ಜೀವನ ಮೌಲ್ಯಗಳನ್ನು ಚಲನಚಿತ್ರಗಳ ಮೂಲಕ ಬೋಧಿಸಿದ ಮಹಾನ್ ನಟ ಡಾ.ರಾಜಕುಮಾರ್ ಎಂದು ಗಣ್ಯರು ಹೇಳಿದರು. ನಗರದ ಕಂದಗಲ್ ಹನುಮಂತರಾಯ ರಂಗಮಂದಿರದಲ್ಲಿ ಹಮ್ಮಿಕೊಂಡಿದ್ದ ಡಾ.ರಾಜಕುಮಾರ್ ಜನ್ಮದಿನಾಚರಣೆ ಕಾರ್ಯಕ್ರಮದಲ್ಲಿ ಅವರು ಮಾತನಾಡಿದರು. ಕನ್ನಡ ನಾಡು, ನುಡಿ, ಸಂಸ್ಕೃತಿಯ ಬಗ್ಗೆ ಅಪಾರ ಅಭಿಮಾನ ಹೊಂದಿದ್ದ ಅವರು ಗೋಕಾಕ್ ಚಳವಳಿಯ ನೇತೃತ್ವ ವಹಿಸಿದ್ದರು. ಅವರ ಚಿತ್ರಗಳು ಇಂದಿಗೂ ಪ್ರಸ್ತುತ.: [644, 1170, 758, 1260]
rajkumar-body2: ಕನ್ನಡ ಹಾಗೂ ಸಂಸ್ಕೃತಿ ಇಲಾಖೆ ವತಿಯಿಂದ ಕಾರ್ಯಕ್ರಮ ನಡೆಯಿತು. ಸಂಗೀತ ಕಲಾವಿದರು ರಾಜ್ ಗೀತೆಗಳನ್ನು ಹಾಡಿದರು. ಕನ್ನಡಪರ ಸಂಘಟನೆಗಳ ಮುಖಂಡರು ಹಾಗೂ ಅಭಿಮಾನಿಗಳು ಭಾಗವಹಿಸಿದ್ದರು.: [762, 1314, 918, 1341]
asha-headline: ಗ್ರಾಮೀಣ ಪ್ರದೇಶದಲ್ಲಿ ಆಶಾ ಕಾರ್ಯಕರ್ತೆಯರ ಸೇವೆ ಶ್ಲಾಘನೀಯ: [595, 708, 833, 722]
nss-text: ಎನ್‌ಎಸ್‌ಎಸ್ ಶಿಸ್ತು, ಸಂಯಮ ಮತ್ತು ವ್ಯಕ್ತಿತ್ವ ವಿಕಸನದಂತಹ ವಿವಿಧ ಕೌಶಲ್ಯವನ್ನು ವೃದ್ಧಿಸುವಲ್ಲಿ ಸಹಾಯಕ ಎಂದು ಪ್ರಾಚಾರ್ಯರು ಹೇಳಿದರು. ನಗರದ ಬಿಎಲ್‌ಡಿಇ ಸಂಸ್ಥೆಯ ಎಸ್‌ಬಿ ಕಲಾ ಮತ್ತು ಕೆಸಿಪಿ ವಿಜ್ಞಾನ ಮಹಾವಿದ್ಯಾಲಯ ಹಾಗೂ ರಾಣಿ ಚನ್ನಮ್ಮ ವಿಶ್ವವಿದ್ಯಾಲಯ, ರಾಷ್ಟ್ರೀಯ ಸೇವಾ ಯೋಜನೆ ಘಟಕ 1 ಮತ್ತು 2ರ ಆಶ್ರಯದಲ್ಲಿ ಹಮ್ಮಿಕೊಂಡಿದ್ದ ವಾರ್ಷಿಕ ವಿಶೇಷ ಶಿಬಿರದಲ್ಲಿ ಅವರು ಮಾತನಾಡಿದರು. ಎನ್‌ಎಸ್‌ಎಸ್ ಎಂದರೆ ಬರೀ ಸೇವೆ ಅಲ್ಲದೆ ಜೀವನದ ಮೌಲ್ಯಗಳನ್ನು ಕಲಿಸುವ ವೇದಿಕೆ. ಗ್ರಾಮೀಣ ಜನರ ಸಮಸ್ಯೆಗಳನ್ನು ಅರಿತುಕೊಳ್ಳಲು ಇದು ಸಹಕಾರಿಯಾಗಿದೆ. ಸಮಯ ಪ್ರಜ್ಞೆ ಹಾಗೂ ಸ್ವಚ್ಛತೆ, ಶ್ರಮದಾನ ಮತ್ತು ಸಾಮಾಜಿಕ ಜವಾಬ್ದಾರಿಯನ್ನು ವಿದ್ಯಾರ್ಥಿಗಳು ರೂಢಿಸಿಕೊಳ್ಳಬೇಕು. ಸಂಯೋಜಕರು, ಕಾರ್ಯಕ್ರಮಾಧಿಕಾರಿಗಳು ಹಾಗೂ ವಿದ್ಯಾರ್ಥಿಗಳು ಪಾಲ್ಗೊಂಡಿದ್ದರು.: [446, 110, 700, 182]
kirusuddi-headline: ಜನಿವಾರ ತೆಗೆಸಿ ಅವಮಾನಿಸಿದ್ದು ಸರ್ಕಾರದ ಬೇಜವಾಬ್ದಾರಿ: ಜೋಶಿ: [43, 135, 196, 165]
lead-photo: [332, 376, 650, 498]
temp-divider: [531, 40, 532, 70]
kirusuddi-body2: ಬದಲು ಮುಖ್ಯಮಂತ್ರಿ ಹಾಗೂ ಪ್ರಲ್ಹಾದ ಜೋಶಿ ಸಂಬಂಧಿಸಿದ ಅಧಿಕಾರಿಗಳ ವಿರುದ್ಧ ಕ್ರಮ ಕೈಗೊಳ್ಳಬೇಕು. ಧಾರ್ಮಿಕ ಭಾವನೆಗಳಿಗೆ ಧಕ್ಕೆ ತರುವ ಇಂತಹ ಘಟನೆಗಳು ಮರುಕಳಿಸಬಾರದು. ಪರೀಕ್ಷಾ ಕೇಂದ್ರಗಳಲ್ಲಿ ಭದ್ರತಾ ತಪಾಸಣೆಯ ಹೆಸರಿನಲ್ಲಿ ವಿದ್ಯಾರ್ಥಿಗಳನ್ನು ಅವಮಾನಿಸುವುದು ಸರಿಯಲ್ಲ. ರಾಜ್ಯ ಸರ್ಕಾರ ಈ ಬಗ್ಗೆ ಸಮಗ್ರ ತನಿಖೆ ನಡೆಸಿ ತಪ್ಪಿತಸ್ಥರನ್ನು ಅಮಾನತುಗೊಳಿಸಬೇಕು. ಹಿಂದೂ ಸಂಸ್ಕೃತಿಗೆ ಅಪಮಾನ ಮಾಡುವ ಘಟನೆ ಖಂಡನೀಯ ಎಂದು ಹೇಳಿದರು.: [30, 304, 196, 358]
lead-col1: [206, 374, 326, 698]
dharmik-col3: ತಾಲೂಕಿನ ಗ್ರಾಮದ ಅಮ್ಮನ ಚಿಕ್ಕಗಂಗಾಪುರ ಶಕ್ತಿಪೀಠ ಪ್ರತಿಷ್ಠಾನ ಸಂಘ ಉದ್ಘಾಟನಾ ಕಾರ್ಯಕ್ರಮ ನೆರವೇರಿತು. ಸಂಘದ ಅಧ್ಯಕ್ಷತೆಯನ್ನು ವಹಿಸಿ ಮಾತನಾಡಿದ ಮುಖಂಡರು ಧಾರ್ಮಿಕ ಕಾರ್ಯಗಳಿಗೆ ಸಂಘ ನೆರವಾಗಬೇಕು ಎಂದರು. ಗ್ರಾಮದ ಹಿರಿಯರು, ಮಹಿಳೆಯರು ಹಾಗೂ ಭಕ್ತರು ಪಾಲ್ಗೊಂಡಿದ್ದರು. ಸಂಘದ ಪದಾಧಿಕಾರಿಗಳನ್ನು ಆಯ್ಕೆ ಮಾಡಲಾಯಿತು. ಕಾರ್ಯಕ್ರಮದಲ್ಲಿ ಗಣ್ಯರಾದ ಸೋಮನಗೌಡ, ಸಂಗಣ್ಣ, ರಾಮಣ್ಣ, ಮಲ್ಲಪ್ಪ, ಶಿವಾನಂದ, ಬಸಣ್ಣ, ಚನ್ನಪ್ಪ, ಪ್ರಕಾಶ, ಗಾಯತ್ರಿ, ಶಾರದಾ ಇದ್ದರು. ಸ್ವಾಗತಿಸಿದರು, ನಿರೂಪಿಸಿದರು, ವಂದಿಸಿದರು. ಕಲ್ಪಿಸಿಕೊಡಬೇಕು ಎಂದು ಮನವಿ ಮಾಡಿದರು.: [250, 1294, 360, 1403]
result100-dateline: ನಾಲತವಾಡ:: [30, 698, 57, 706]
nss-headline: ಶಿಸ್ತು, ಸಂಯಮ ಕಲಿಸುವ ಎನ್‌ಎಸ್‌ಎಸ್: [498, 94, 648, 108]
brand-tagline: ರಾಷ್ಟ್ರ ಜಾಗೃತಿಯ ದೈನಿಕ: [792, 64, 834, 70]
rajkumar-photo: [762, 1172, 918, 1278]
lead-kicker-left: ನಾರೀಶಕ್ತಿ ಮಸೂದೆಗೆ ಕಾಂಗ್ರೆಸ್ ವಿರೋಧ: [206, 317, 347, 330]
rajkumar-headline: ಜೀವನ ಮೌಲ್ಯ ಬೋಧಿಸಿದ ಡಾ.ರಾಜಕುಮಾರ್: [696, 1150, 866, 1164]
srigurur-photo: [510, 928, 706, 1028]
dharmik-dateline: ದೇವರಹಿಪ್ಪರಗಿ:: [30, 1170, 63, 1178]
muslim-headline: ಮುಸ್ಲಿಮರು ಕಾಂಗ್ರೆಸ್‌ಗೆ ಮತ ಹಾಕಿಲ್ಲ: ಗಣಿಹಾರ: [658, 314, 836, 328]
student-photo-3: [142, 630, 194, 694]
col-separator-7: [364, 1146, 365, 1434]
asatre-dateline: ವಿಜಯಪುರ:: [368, 1170, 396, 1178]
